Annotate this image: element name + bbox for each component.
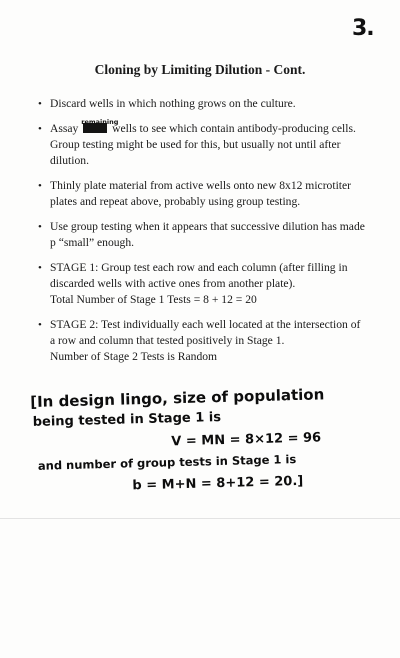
bullet-thinly-plate — [38, 178, 368, 210]
bullet-text: STAGE 1: Group test each row and each column (after filling in discarded wells with active ones from another plate). — [50, 261, 348, 290]
bullet-assay-wells — [38, 118, 368, 169]
bullet-stage-2 — [38, 317, 368, 365]
stage-1-total-tests: Total Number of Stage 1 Tests = 8 + 12 = 20 — [50, 293, 257, 306]
bullet-discard-wells — [38, 96, 368, 112]
bullet-text: Thinly plate material from active wells onto new 8x12 microtiter plates and repeat above, probably using group testing. — [50, 179, 352, 208]
bullet-use-group-testing — [38, 219, 368, 251]
bullet-text: Discard wells in which nothing grows on the culture. — [50, 97, 296, 110]
handwritten-insert: remaining — [81, 118, 119, 126]
redaction-mark — [81, 118, 119, 133]
handwritten-equation: b = M+N = 8+12 = 20.] — [132, 473, 304, 494]
page-title: Cloning by Limiting Dilution - Cont. — [94, 62, 306, 77]
stage-2-tests: Number of Stage 2 Tests is Random — [50, 350, 218, 363]
handwritten-line: and number of group tests in Stage 1 is — [37, 452, 297, 473]
bullet-text-prefix: Assay — [50, 122, 79, 135]
page-number: 3. — [352, 16, 374, 41]
bullet-text: Use group testing when it appears that successive dilution has made p “small” enough. — [50, 220, 365, 249]
handwritten-equation: V = MN = 8×12 = 96 — [171, 430, 322, 450]
page-fold-line — [0, 518, 400, 519]
bullet-text: STAGE 2: Test individually each well located at the intersection of a row and column that tested positively in Stage 1. — [50, 318, 361, 347]
handwritten-line: [In design lingo, size of population — [30, 385, 325, 411]
bullet-stage-1 — [38, 260, 368, 308]
bullet-text-rest: wells to see which contain antibody-producing cells. Group testing might be used for this, but usually not until after dilution. — [50, 122, 356, 167]
handwritten-note — [30, 384, 378, 496]
bullet-list — [38, 96, 368, 374]
handwritten-line: being tested in Stage 1 is — [32, 410, 222, 430]
